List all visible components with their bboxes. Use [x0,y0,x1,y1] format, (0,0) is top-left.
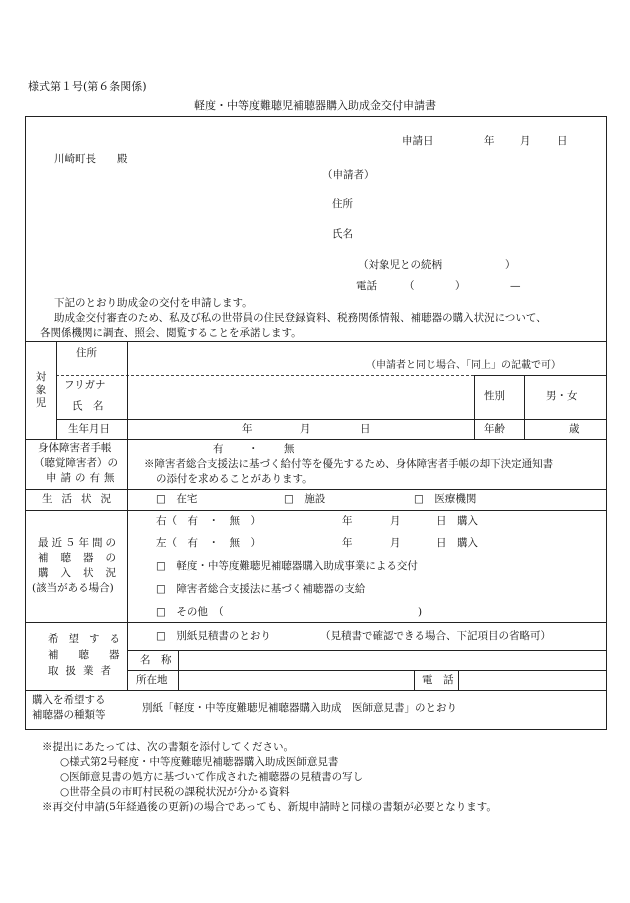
note-doctor-opinion: ○様式第2号軽度・中等度難聴児補聴器購入助成医師意見書 [60,756,339,768]
consent-statement-line1: 助成金交付審査のため、私及び私の世帯員の住民登録資料、税務関係情報、補聴器の購入状況について、 [54,312,547,324]
date-day-label: 日 [557,135,568,147]
handbook-label-line2: （聴覚障害者）の [34,457,118,469]
applicant-name-label: 氏名 [332,228,353,240]
application-form [25,116,607,730]
dealer-label-line2: 補聴器 [48,649,140,661]
form-number: 様式第１号(第６条関係) [28,80,147,93]
phone-open-paren: （ [404,280,415,292]
addressee: 川崎町長 殿 [54,153,128,165]
child-group-label: 対 象 児 [35,371,47,410]
purchase-left-day: 日 購入 [436,537,478,549]
dealer-name-label: 名 称 [140,654,172,666]
page-title: 軽度・中等度難聴児補聴器購入助成金交付申請書 [194,99,436,112]
device-type-label-line1: 購入を希望する [32,694,106,706]
applicant-label: （申請者） [322,169,375,181]
dealer-phone-label: 電 話 [422,674,454,686]
gender-label: 性別 [484,390,505,402]
purchase-item-other-close: ) [418,606,423,618]
birth-day-label: 日 [360,423,371,435]
purchase-left-year: 年 [342,537,353,549]
purchase-item-program: □ 軽度・中等度難聴児補聴器購入助成事業による交付 [156,560,418,572]
dealer-estimate-note: （見積書で確認できる場合、下記項目の省略可） [320,630,551,642]
birth-month-label: 月 [300,423,311,435]
applicant-address-label: 住所 [332,198,353,210]
purchase-right-day: 日 購入 [436,515,478,527]
handbook-no: 無 [284,443,295,455]
purchase-right-ear: 右（ 有 ・ 無 ） [156,515,261,527]
phone-dash: — [510,280,521,292]
dealer-estimate-option: □ 別紙見積書のとおり [156,630,271,642]
purchase-right-year: 年 [342,515,353,527]
purchase-left-ear: 左（ 有 ・ 無 ） [156,537,261,549]
note-estimate-copy: ○医師意見書の処方に基づいて作成された補聴器の見積書の写し [60,771,364,783]
age-label: 年齢 [484,423,505,435]
device-type-value: 別紙「軽度・中等度難聴児補聴器購入助成 医師意見書」のとおり [142,702,457,714]
living-option-medical: □ 医療機関 [414,493,477,505]
application-date-label: 申請日 [402,135,434,147]
handbook-dot: ・ [248,443,259,455]
child-address-note: （申請者と同じ場合、「同上」の記載で可） [366,360,561,371]
dealer-label-line1: 希望する [48,633,130,645]
handbook-label-line1: 身体障害者手帳 [38,442,112,454]
handbook-yes: 有 [213,443,224,455]
purchase-item-support-act: □ 障害者総合支援法に基づく補聴器の支給 [156,583,366,595]
note-attach-instruction: ※提出にあたっては、次の書類を添付してください。 [42,741,294,753]
purchase-label-line2: 補聴器の [38,552,128,564]
purchase-label-line3: 購入状況 [38,567,128,579]
relation-label: （対象児との続柄 ） [358,259,516,271]
consent-statement-line2: 各関係機関に調査、照会、閲覧することを承諾します。 [40,327,302,339]
dealer-location-label: 所在地 [136,674,168,686]
handbook-note-line1: ※障害者総合支援法に基づく給付等を優先するため、身体障害者手帳の却下決定通知書 [144,458,554,470]
purchase-right-month: 月 [390,515,401,527]
note-tax-document: ○世帯全員の市町村民税の課税状況が分かる資料 [60,786,290,798]
note-reissue: ※再交付申請(5年経過後の更新)の場合であっても、新規申請時と同様の書類が必要となります。 [42,801,497,813]
living-option-facility: □ 施設 [284,493,326,505]
request-statement: 下記のとおり助成金の交付を申請します。 [54,297,253,309]
date-month-label: 月 [520,135,531,147]
living-label: 生活状況 [42,493,120,505]
purchase-label-line4: (該当がある場合) [32,582,114,594]
furigana-label: フリガナ [64,379,106,391]
child-address-label: 住所 [76,347,97,359]
handbook-note-line2: の添付を求めることがあります。 [156,473,313,485]
purchase-left-month: 月 [390,537,401,549]
purchase-label-line1: 最近５年間の [38,537,119,549]
device-type-label-line2: 補聴器の種類等 [32,709,106,721]
submission-notes [42,740,497,815]
birth-year-label: 年 [242,423,253,435]
date-year-label: 年 [484,135,495,147]
dealer-label-line3: 取扱業者 [48,665,118,677]
living-option-home: □ 在宅 [156,493,198,505]
child-name-label: 氏 名 [72,400,104,412]
age-unit: 歳 [569,423,580,435]
gender-value: 男・女 [546,390,578,402]
applicant-phone-label: 電話 [356,280,377,292]
handbook-label-line3: 申請の有無 [46,472,119,484]
birth-date-label: 生年月日 [68,423,110,435]
phone-close-paren: ） [455,280,466,292]
purchase-item-other: □ その他 （ [156,606,224,618]
